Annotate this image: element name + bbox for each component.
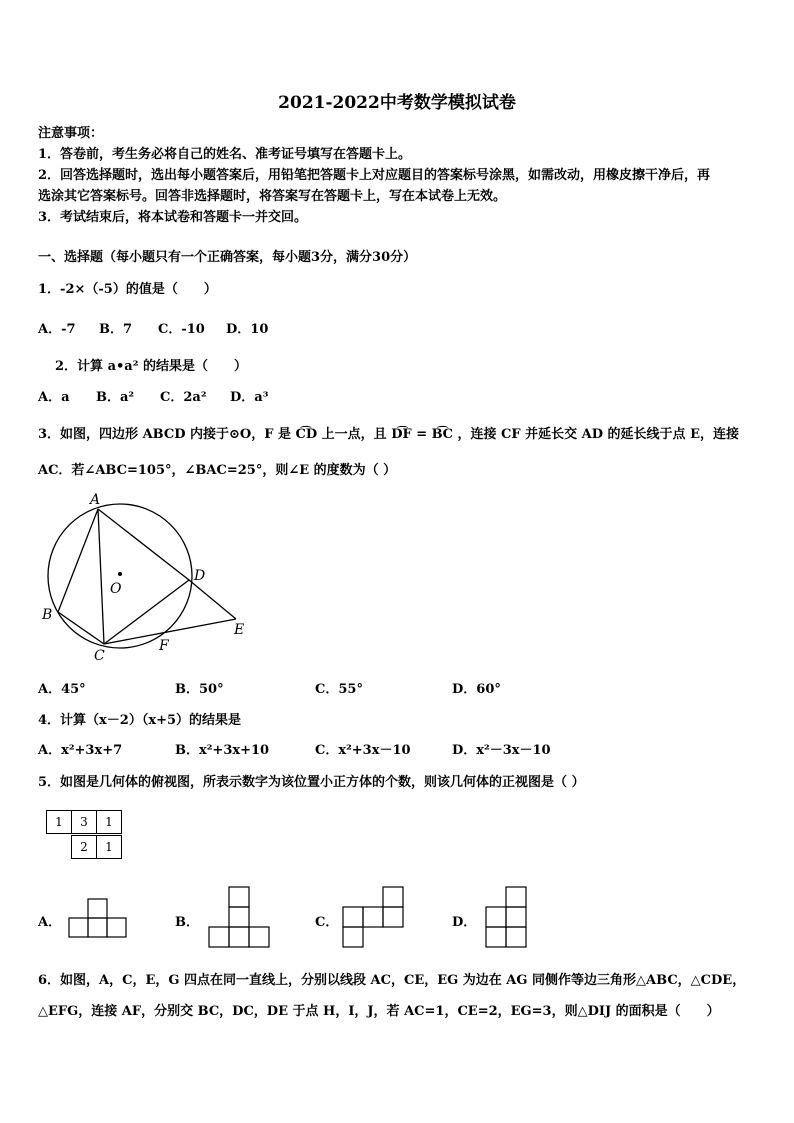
label-e: E — [234, 622, 245, 638]
quadrilateral-abcd — [58, 509, 189, 644]
q1-stem: 1．-2×（-5）的值是（ ） — [38, 282, 217, 297]
label-c: C — [94, 648, 105, 664]
notice-heading: 注意事项： — [38, 126, 104, 141]
q5-option-b-figure — [208, 886, 272, 948]
q6-stem-line1: 6．如图，A，C，E，G 四点在同一直线上，分别以线段 AC，CE，EG 为边在 AG 同侧作等边三角形△ABC，△CDE， — [38, 973, 746, 988]
q4-option-a: A．x²+3x+7 — [38, 743, 123, 758]
q5-option-c-figure — [342, 886, 406, 948]
q5-option-a-figure — [68, 898, 130, 940]
q2-option-d: D．a³ — [230, 390, 269, 405]
q1-option-d: D．10 — [226, 322, 269, 337]
q5-stem: 5．如图是几何体的俯视图，所表示数字为该位置小正方体的个数，则该几何体的正视图是（ ） — [38, 775, 585, 790]
label-d: D — [194, 568, 206, 584]
q3-option-b: B．50° — [175, 682, 224, 697]
q1-option-a: A．-7 — [38, 322, 76, 337]
label-f: F — [159, 638, 169, 654]
q3-option-c: C．55° — [315, 682, 363, 697]
label-b: B — [42, 607, 53, 623]
q1-option-b: B．7 — [99, 322, 133, 337]
q4-option-c: C．x²+3x－10 — [315, 743, 411, 758]
grid-cell: 1 — [96, 835, 122, 859]
grid-cell: 1 — [96, 810, 122, 834]
q6-stem-line2: △EFG，连接 AF，分别交 BC，DC，DE 于点 H，I，J，若 AC=1，CE=2，EG=3，则△DIJ 的面积是（ ） — [38, 1004, 720, 1019]
q3-circle-figure — [30, 488, 260, 668]
q5-option-c-label: C． — [315, 915, 339, 930]
q4-option-b: B．x²+3x+10 — [175, 743, 270, 758]
q2-option-c: C．2a² — [160, 390, 207, 405]
label-o: O — [110, 581, 122, 597]
q4-option-d: D．x²－3x－10 — [452, 743, 551, 758]
q2-option-a: A．a — [38, 390, 70, 405]
q3-option-d: D．60° — [452, 682, 501, 697]
center-dot — [118, 572, 122, 576]
grid-cell: 1 — [46, 810, 72, 834]
q4-stem: 4．计算（x－2）（x+5）的结果是 — [38, 713, 242, 728]
notice-item-1: 1．答卷前，考生务必将自己的姓名、准考证号填写在答题卡上。 — [38, 147, 412, 162]
q3-stem-line1: 3．如图，四边形 ABCD 内接于⊙O，F 是 C͡D 上一点，且 D͡F = B͡C ，连接 CF 并延长交 AD 的延长线于点 E，连接 — [38, 427, 739, 442]
notice-item-3: 3．考试结束后，将本试卷和答题卡一并交回。 — [38, 210, 308, 225]
grid-cell: 3 — [71, 810, 97, 834]
label-a: A — [90, 492, 101, 508]
section-heading: 一、选择题（每小题只有一个正确答案，每小题3分，满分30分） — [38, 250, 417, 265]
notice-item-2: 2．回答选择题时，选出每小题答案后，用铅笔把答题卡上对应题目的答案标号涂黑，如需改动，用橡皮擦干净后，再 — [38, 168, 711, 183]
q5-option-a-label: A． — [38, 915, 62, 930]
q2-option-b: B．a² — [96, 390, 135, 405]
grid-cell: 2 — [71, 835, 97, 859]
notice-item-2-cont: 选涂其它答案标号。回答非选择题时，将答案写在答题卡上，写在本试卷上无效。 — [38, 189, 507, 204]
q3-option-a: A．45° — [38, 682, 86, 697]
q3-stem-line2: AC．若∠ABC=105°，∠BAC=25°，则∠E 的度数为（ ） — [38, 463, 397, 478]
q5-option-b-label: B． — [175, 915, 199, 930]
q5-option-d-label: D． — [452, 915, 477, 930]
segment-ac — [98, 509, 104, 644]
q5-option-d-figure — [485, 886, 529, 948]
q2-stem: 2．计算 a•a² 的结果是（ ） — [55, 359, 247, 374]
segment-ce — [104, 619, 236, 644]
segment-de — [189, 580, 236, 619]
page-title: 2021-2022中考数学模拟试卷 — [278, 93, 516, 113]
q1-option-c: C．-10 — [158, 322, 205, 337]
